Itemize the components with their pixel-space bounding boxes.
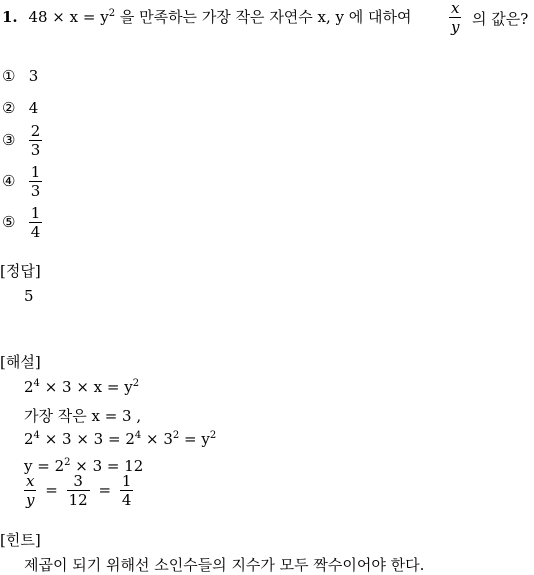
choice-5[interactable]	[2, 204, 42, 241]
solution-line-4: $y = 2^2 \times 3 = 12$	[24, 457, 144, 475]
hint-label: [힌트]	[0, 531, 41, 549]
choice-3[interactable]	[2, 122, 42, 159]
choice-marker: ③	[2, 130, 16, 149]
solution-line-5: $\frac{x}{y}$ = $\frac{3}{12}$ = $\frac{1}{4}$	[26, 472, 132, 509]
choice-fraction: $\frac{2}{3}$	[30, 122, 41, 159]
choice-marker: ⑤	[2, 212, 16, 231]
solution-line-1: $2^4 \times 3 \times x = y^2$	[24, 378, 140, 396]
question-end: 의 값은?	[472, 10, 529, 28]
choice-4[interactable]	[2, 163, 42, 200]
answer-label: [정답]	[0, 262, 41, 280]
solution-label: [해설]	[0, 353, 41, 371]
hint-text: 제곱이 되기 위해선 소인수들의 지수가 모두 짝수이어야 한다.	[24, 556, 425, 574]
choice-2[interactable]	[2, 99, 38, 117]
choice-1[interactable]	[2, 67, 38, 85]
answer-value: 5	[24, 287, 34, 305]
question-fraction: $\frac{x}{y}$	[451, 0, 460, 36]
choice-value: 4	[28, 99, 39, 117]
question-equation: $48 \times x = y^2$	[28, 8, 116, 26]
choice-marker: ②	[2, 99, 16, 117]
choice-fraction: $\frac{1}{4}$	[30, 204, 41, 241]
choice-marker: ④	[2, 171, 16, 190]
choice-fraction: $\frac{1}{3}$	[30, 163, 41, 200]
solution-line-2: 가장 작은 x = 3 ,	[24, 407, 142, 425]
choice-value: 3	[28, 67, 39, 85]
question-text: 을 만족하는 가장 작은 자연수 x, y 에 대하여	[115, 8, 412, 26]
question-line	[2, 6, 412, 27]
question-number: 1.	[2, 8, 18, 26]
solution-line-3: $2^4 \times 3 \times 3 = 2^4 \times 3^2 = y^2$	[24, 430, 217, 448]
choice-marker: ①	[2, 67, 16, 85]
